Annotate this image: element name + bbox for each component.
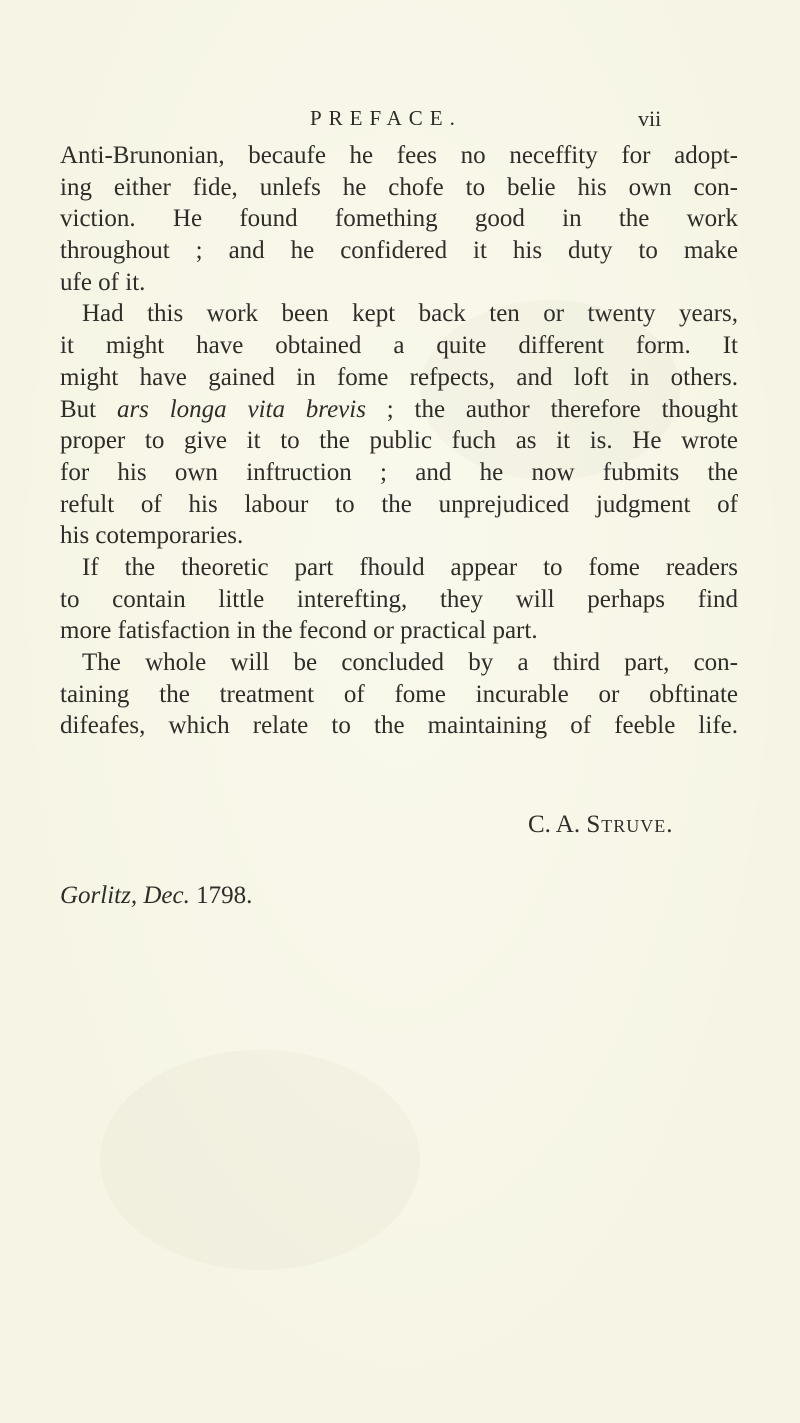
running-title: PREFACE. — [310, 106, 462, 130]
text-fragment: ; the author therefore thought — [365, 395, 738, 423]
text-line: more fatisfaction in the fecond or practical part. — [60, 617, 538, 645]
text-line: his cotemporaries. — [60, 522, 244, 550]
place-date: Gorlitz, Dec. — [60, 882, 190, 909]
text-line: to contain little interefting, they will perhaps find — [60, 585, 738, 613]
text-line: The whole will be concluded by a third part, con- — [82, 649, 738, 676]
text-line: viction. He found fomething good in the work — [60, 205, 738, 233]
text-line: ing either fide, unlefs he chofe to belie his own con- — [60, 173, 738, 201]
text-line: for his own inftruction ; and he now fubmits the — [60, 458, 738, 486]
text-line: If the theoretic part fhould appear to fome readers — [82, 553, 738, 581]
page-number: vii — [638, 106, 662, 131]
text-line: proper to give it to the public fuch as it is. He wrote — [60, 427, 738, 455]
dateline — [60, 882, 252, 910]
author-surname: Struve. — [586, 811, 674, 838]
text-line: Anti-Brunonian, becaufe he fees no neceffity for adopt- — [60, 142, 738, 169]
text-line: taining the treatment of fome incurable or obftinate — [60, 680, 738, 708]
preface-body — [60, 140, 738, 742]
running-head — [0, 106, 800, 140]
text-line — [60, 394, 738, 426]
text-line: difeafes, which relate to the maintaining of feeble life. — [60, 712, 738, 740]
paper-stain — [100, 1050, 420, 1270]
latin-phrase: ars longa vita brevis — [116, 395, 366, 423]
text-line: might have gained in fome refpects, and loft in others. — [60, 363, 738, 391]
text-line: throughout ; and he confidered it his duty to make — [60, 237, 738, 265]
author-signature — [528, 811, 674, 839]
text-line: ufe of it. — [60, 268, 146, 296]
year: 1798. — [196, 882, 253, 909]
text-line: refult of his labour to the unprejudiced judgment of — [60, 490, 738, 518]
author-initials: C. A. — [528, 811, 581, 838]
text-fragment: But — [60, 395, 117, 423]
text-line: it might have obtained a quite different form. It — [60, 332, 738, 360]
text-line: Had this work been kept back ten or twenty years, — [82, 300, 738, 328]
